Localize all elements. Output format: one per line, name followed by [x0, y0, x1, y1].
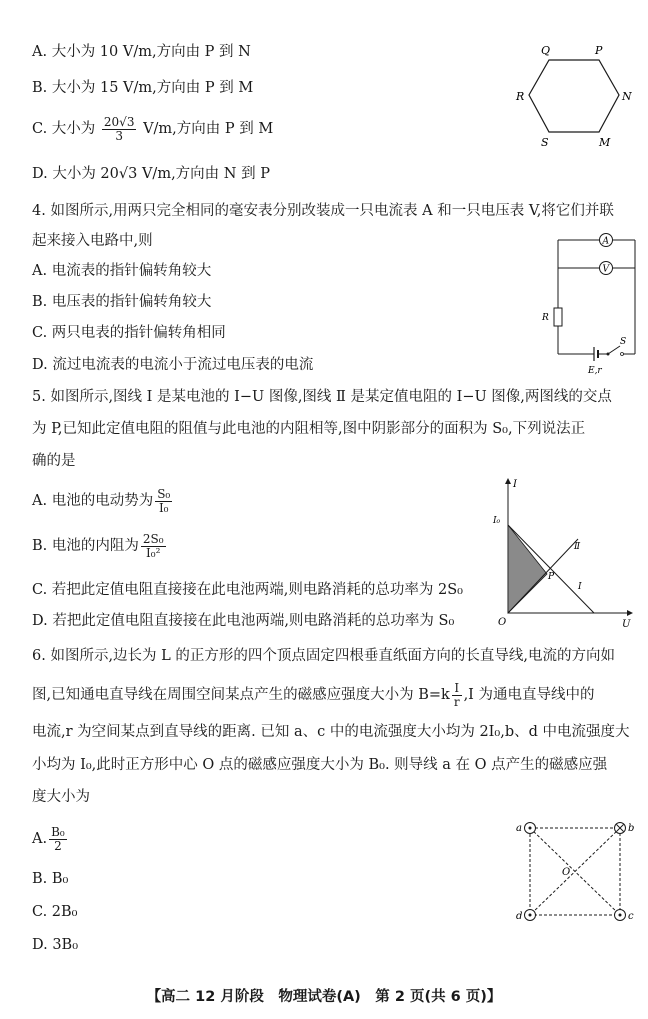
point-p-label: P [548, 572, 555, 582]
switch-symbol [608, 346, 620, 354]
resistor-label: R [542, 313, 549, 323]
q6-stem-line3: 电流,r 为空间某点到直导线的距离. 已知 a、c 中的电流强度大小均为 2I₀,b、d 中电流强度大 [32, 724, 630, 740]
q4-stem-line2: 起来接入电路中,则 [32, 233, 153, 249]
center-o-label: O [562, 867, 571, 878]
q5-option-a [32, 488, 174, 514]
q6-option-a-numerator: B₀ [51, 825, 65, 839]
q5-stem-line3: 确的是 [32, 453, 76, 469]
q3-option-c [32, 116, 273, 142]
q3-option-c-prefix: C. 大小为 [32, 121, 96, 138]
q6-option-d: D. 3B₀ [32, 937, 79, 953]
square-wires-figure [512, 818, 637, 928]
q6-stem-line1: 6. 如图所示,边长为 L 的正方形的四个顶点固定四根垂直纸面方向的长直导线,电流的方向如 [32, 648, 616, 664]
hexagon-figure [515, 40, 635, 150]
wire-a-label: a [516, 823, 522, 834]
q6-option-a-prefix: A. [32, 831, 48, 848]
line-one-label: Ⅰ [578, 582, 582, 592]
q5-stem-line2: 为 P,已知此定值电阻的阻值与此电池的内阻相等,图中阴影部分的面积为 S₀,下列说法正 [32, 421, 586, 437]
origin-label: O [498, 617, 507, 628]
q5-option-b-fraction [141, 533, 166, 559]
q5-option-a-prefix: A. 电池的电动势为 [32, 493, 154, 510]
resistor-symbol [554, 308, 562, 326]
q6-stem-line2-prefix: 图,已知通电直导线在周围空间某点产生的磁感应强度大小为 B=k [32, 687, 450, 704]
q6-stem-line2-suffix: ,I 为通电直导线中的 [463, 687, 595, 704]
q6-formula-fraction [452, 682, 462, 708]
q6-option-a-denominator: 2 [54, 838, 62, 853]
hex-label-r: R [516, 90, 525, 103]
voltmeter-label: V [602, 264, 609, 275]
q6-option-b: B. B₀ [32, 871, 69, 887]
wire-d-label: d [516, 911, 523, 922]
q3-option-b: B. 大小为 15 V/m,方向由 P 到 M [32, 80, 254, 96]
q6-formula-numerator: I [452, 682, 462, 696]
wire-b-label: b [628, 823, 635, 834]
q4-option-b: B. 电压表的指针偏转角较大 [32, 294, 212, 310]
q6-option-a [32, 826, 69, 852]
q3-option-c-suffix: V/m,方向由 P 到 M [143, 121, 274, 138]
q5-option-b [32, 533, 168, 559]
q5-option-a-denominator: I₀ [158, 500, 169, 515]
q5-option-d: D. 若把此定值电阻直接接在此电池两端,则电路消耗的总功率为 S₀ [32, 613, 455, 629]
q5-option-a-numerator: S₀ [157, 487, 171, 501]
hex-label-p: P [595, 44, 603, 57]
q5-option-b-denominator: I₀² [146, 545, 161, 560]
hex-label-s: S [541, 136, 549, 149]
q3-option-c-numerator: 20√3 [103, 115, 135, 129]
q6-option-a-fraction [49, 826, 67, 852]
shaded-area [508, 525, 547, 613]
q5-option-c: C. 若把此定值电阻直接接在此电池两端,则电路消耗的总功率为 2S₀ [32, 582, 463, 598]
circuit-figure [540, 232, 640, 382]
q4-option-a: A. 电流表的指针偏转角较大 [32, 263, 212, 279]
q5-option-a-fraction [155, 488, 172, 514]
switch-label: S [620, 337, 627, 347]
q3-option-c-fraction [102, 116, 137, 142]
q6-stem-line2 [32, 682, 595, 708]
x-axis-label: U [622, 619, 631, 630]
hex-label-q: Q [541, 44, 551, 57]
page-footer: 【高二 12 月阶段 物理试卷(A) 第 2 页(共 6 页)】 [146, 989, 502, 1005]
intercept-label: I₀ [493, 516, 501, 526]
battery-label: E,r [588, 366, 602, 376]
q5-stem-line1: 5. 如图所示,图线 Ⅰ 是某电池的 I−U 图像,图线 Ⅱ 是某定值电阻的 I−U 图像,两图线的交点 [32, 389, 612, 405]
y-axis-label: I [513, 479, 517, 490]
q3-option-a: A. 大小为 10 V/m,方向由 P 到 N [32, 44, 251, 60]
hex-label-m: M [599, 136, 611, 149]
q4-option-d: D. 流过电流表的电流小于流过电压表的电流 [32, 357, 314, 373]
q3-option-c-denominator: 3 [115, 128, 123, 143]
q3-option-d: D. 大小为 20√3 V/m,方向由 N 到 P [32, 166, 270, 182]
q4-stem-line1: 4. 如图所示,用两只完全相同的毫安表分别改装成一只电流表 A 和一只电压表 V,将它们并联 [32, 203, 614, 219]
line-two-label: Ⅱ [574, 542, 581, 552]
ammeter-label: A [602, 236, 609, 247]
q6-stem-line5: 度大小为 [32, 789, 90, 805]
q6-option-c: C. 2B₀ [32, 904, 78, 920]
q4-option-c: C. 两只电表的指针偏转角相同 [32, 325, 226, 341]
q5-option-b-prefix: B. 电池的内阻为 [32, 538, 139, 555]
hexagon-shape [529, 60, 619, 132]
q5-option-b-numerator: 2S₀ [142, 532, 164, 546]
hex-label-n: N [622, 90, 632, 103]
iu-graph-figure [488, 475, 638, 630]
wire-c-label: c [628, 911, 634, 922]
q6-stem-line4: 小均为 I₀,此时正方形中心 O 点的磁感应强度大小为 B₀. 则导线 a 在 O 点产生的磁感应强 [32, 757, 608, 773]
q6-formula-denominator: r [453, 694, 460, 709]
